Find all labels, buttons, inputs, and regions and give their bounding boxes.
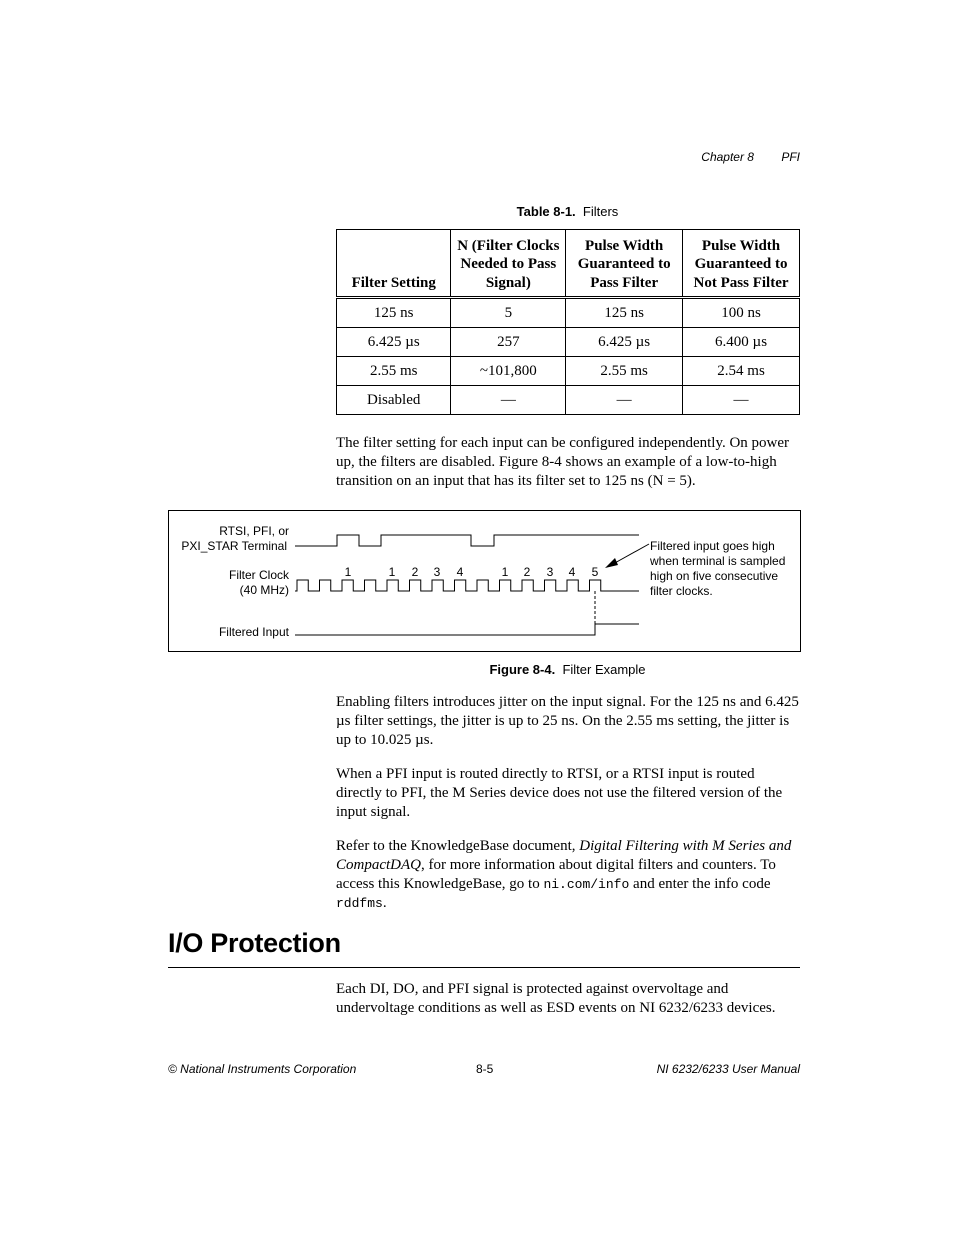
col-n-filter-clocks: N (Filter Clocks Needed to Pass Signal): [451, 230, 566, 298]
clock-count-label: 4: [456, 565, 464, 579]
table-row: [337, 386, 800, 415]
table-cell: 6.400 µs: [683, 328, 800, 357]
label-clock-line1: Filter Clock: [228, 568, 289, 582]
header-section: PFI: [781, 150, 800, 164]
clock-counts-second: [502, 565, 599, 579]
table-cell: —: [566, 386, 683, 415]
footer-manual-title: NI 6232/6233 User Manual: [656, 1062, 800, 1076]
paragraph-jitter: Enabling filters introduces jitter on the input signal. For the 125 ns and 6.425 µs filter settings, the jitter is up to 25 ns. On the 2.55 ms setting, the jitter is up to 10.025 µs.: [336, 694, 799, 748]
kb-text-2: , for more information about digital filters and counters. To access this KnowledgeBase, go to: [336, 857, 776, 892]
table-row: [337, 328, 800, 357]
kb-url-link[interactable]: ni.com/info: [543, 877, 630, 892]
table-cell: —: [683, 386, 800, 415]
terminal-waveform: [295, 535, 639, 546]
clock-count-label: 5: [591, 565, 599, 579]
kb-info-code: rddfms: [336, 896, 383, 911]
clock-count-label: 3: [433, 565, 441, 579]
clock-count-label: 4: [568, 565, 576, 579]
filtered-input-waveform: [295, 624, 639, 635]
table-cell: 6.425 µs: [566, 328, 683, 357]
timing-diagram: [169, 511, 800, 651]
annotation-line: filter clocks.: [650, 584, 713, 598]
clock-count-label: 2: [411, 565, 419, 579]
table-cell: ~101,800: [451, 357, 566, 386]
running-header: [701, 150, 800, 164]
footer-page-number: 8-5: [476, 1062, 494, 1076]
header-chapter: Chapter 8: [701, 150, 754, 164]
table-cell: Disabled: [337, 386, 451, 415]
table-caption-text: Filters: [582, 204, 619, 219]
section-title: I/O Protection: [168, 928, 341, 958]
table-cell: 6.425 µs: [337, 328, 451, 357]
clock-count-label: 1: [388, 565, 396, 579]
col-filter-setting: Filter Setting: [337, 230, 451, 298]
section-divider: [168, 967, 800, 968]
figure-caption-label: Figure 8-4.: [489, 662, 556, 677]
filters-table: [336, 229, 800, 415]
col-pulse-width-not-pass: Pulse Width Guaranteed to Not Pass Filter: [683, 230, 800, 298]
clock-counts-first: [345, 565, 464, 579]
table-caption-label: Table 8-1.: [516, 204, 576, 219]
kb-text-1: Refer to the KnowledgeBase document,: [336, 838, 580, 854]
figure-caption: [336, 662, 799, 677]
paragraph-knowledgebase: [336, 837, 802, 913]
paragraph-routing: When a PFI input is routed directly to RTSI, or a RTSI input is routed directly to PFI, the M Series device does not use the filtered version of the input signal.: [336, 766, 783, 820]
table-cell: 100 ns: [683, 298, 800, 328]
paragraph-io-protection: Each DI, DO, and PFI signal is protected against overvoltage and undervoltage conditions as well as ESD events on NI 6232/6233 devices.: [336, 981, 776, 1016]
filter-example-figure: [168, 510, 801, 652]
table-row: [337, 357, 800, 386]
kb-document-title: Digital Filtering with M Series and CompactDAQ: [336, 838, 792, 873]
clock-waveform: [295, 580, 639, 591]
kb-text-4: .: [382, 895, 387, 911]
table-caption: [336, 204, 799, 219]
table-header-row: [337, 230, 800, 298]
clock-count-label: 3: [546, 565, 554, 579]
label-terminal-line1: RTSI, PFI, or: [219, 524, 289, 538]
table-cell: 257: [451, 328, 566, 357]
label-clock-line2: (40 MHz): [239, 583, 289, 597]
annotation-arrowhead: [605, 558, 618, 568]
table-row: [337, 298, 800, 328]
label-terminal-line2: PXI_STAR Terminal: [181, 539, 287, 553]
table-cell: 2.55 ms: [566, 357, 683, 386]
label-filtered-input: Filtered Input: [218, 625, 289, 639]
annotation-line: high on five consecutive: [650, 569, 779, 583]
table-cell: 5: [451, 298, 566, 328]
col-pulse-width-pass: Pulse Width Guaranteed to Pass Filter: [566, 230, 683, 298]
figure-caption-text: Filter Example: [562, 662, 646, 677]
clock-count-label: 1: [344, 565, 352, 579]
table-cell: 125 ns: [337, 298, 451, 328]
footer-copyright: © National Instruments Corporation: [168, 1062, 357, 1076]
table-cell: —: [451, 386, 566, 415]
table-cell: 2.54 ms: [683, 357, 800, 386]
clock-count-label: 1: [501, 565, 509, 579]
kb-text-3: and enter the info code: [629, 876, 771, 892]
table-cell: 2.55 ms: [337, 357, 451, 386]
paragraph-filter-setting: The filter setting for each input can be configured independently. On power up, the filters are disabled. Figure 8-4 shows an example of a low-to-high transition on an input that has its filter set to 125 ns (N = 5).: [336, 435, 790, 489]
annotation-line: Filtered input goes high: [650, 539, 775, 553]
table-cell: 125 ns: [566, 298, 683, 328]
clock-count-label: 2: [523, 565, 531, 579]
annotation-line: when terminal is sampled: [650, 554, 786, 568]
annotation-arrow-line: [613, 544, 649, 564]
